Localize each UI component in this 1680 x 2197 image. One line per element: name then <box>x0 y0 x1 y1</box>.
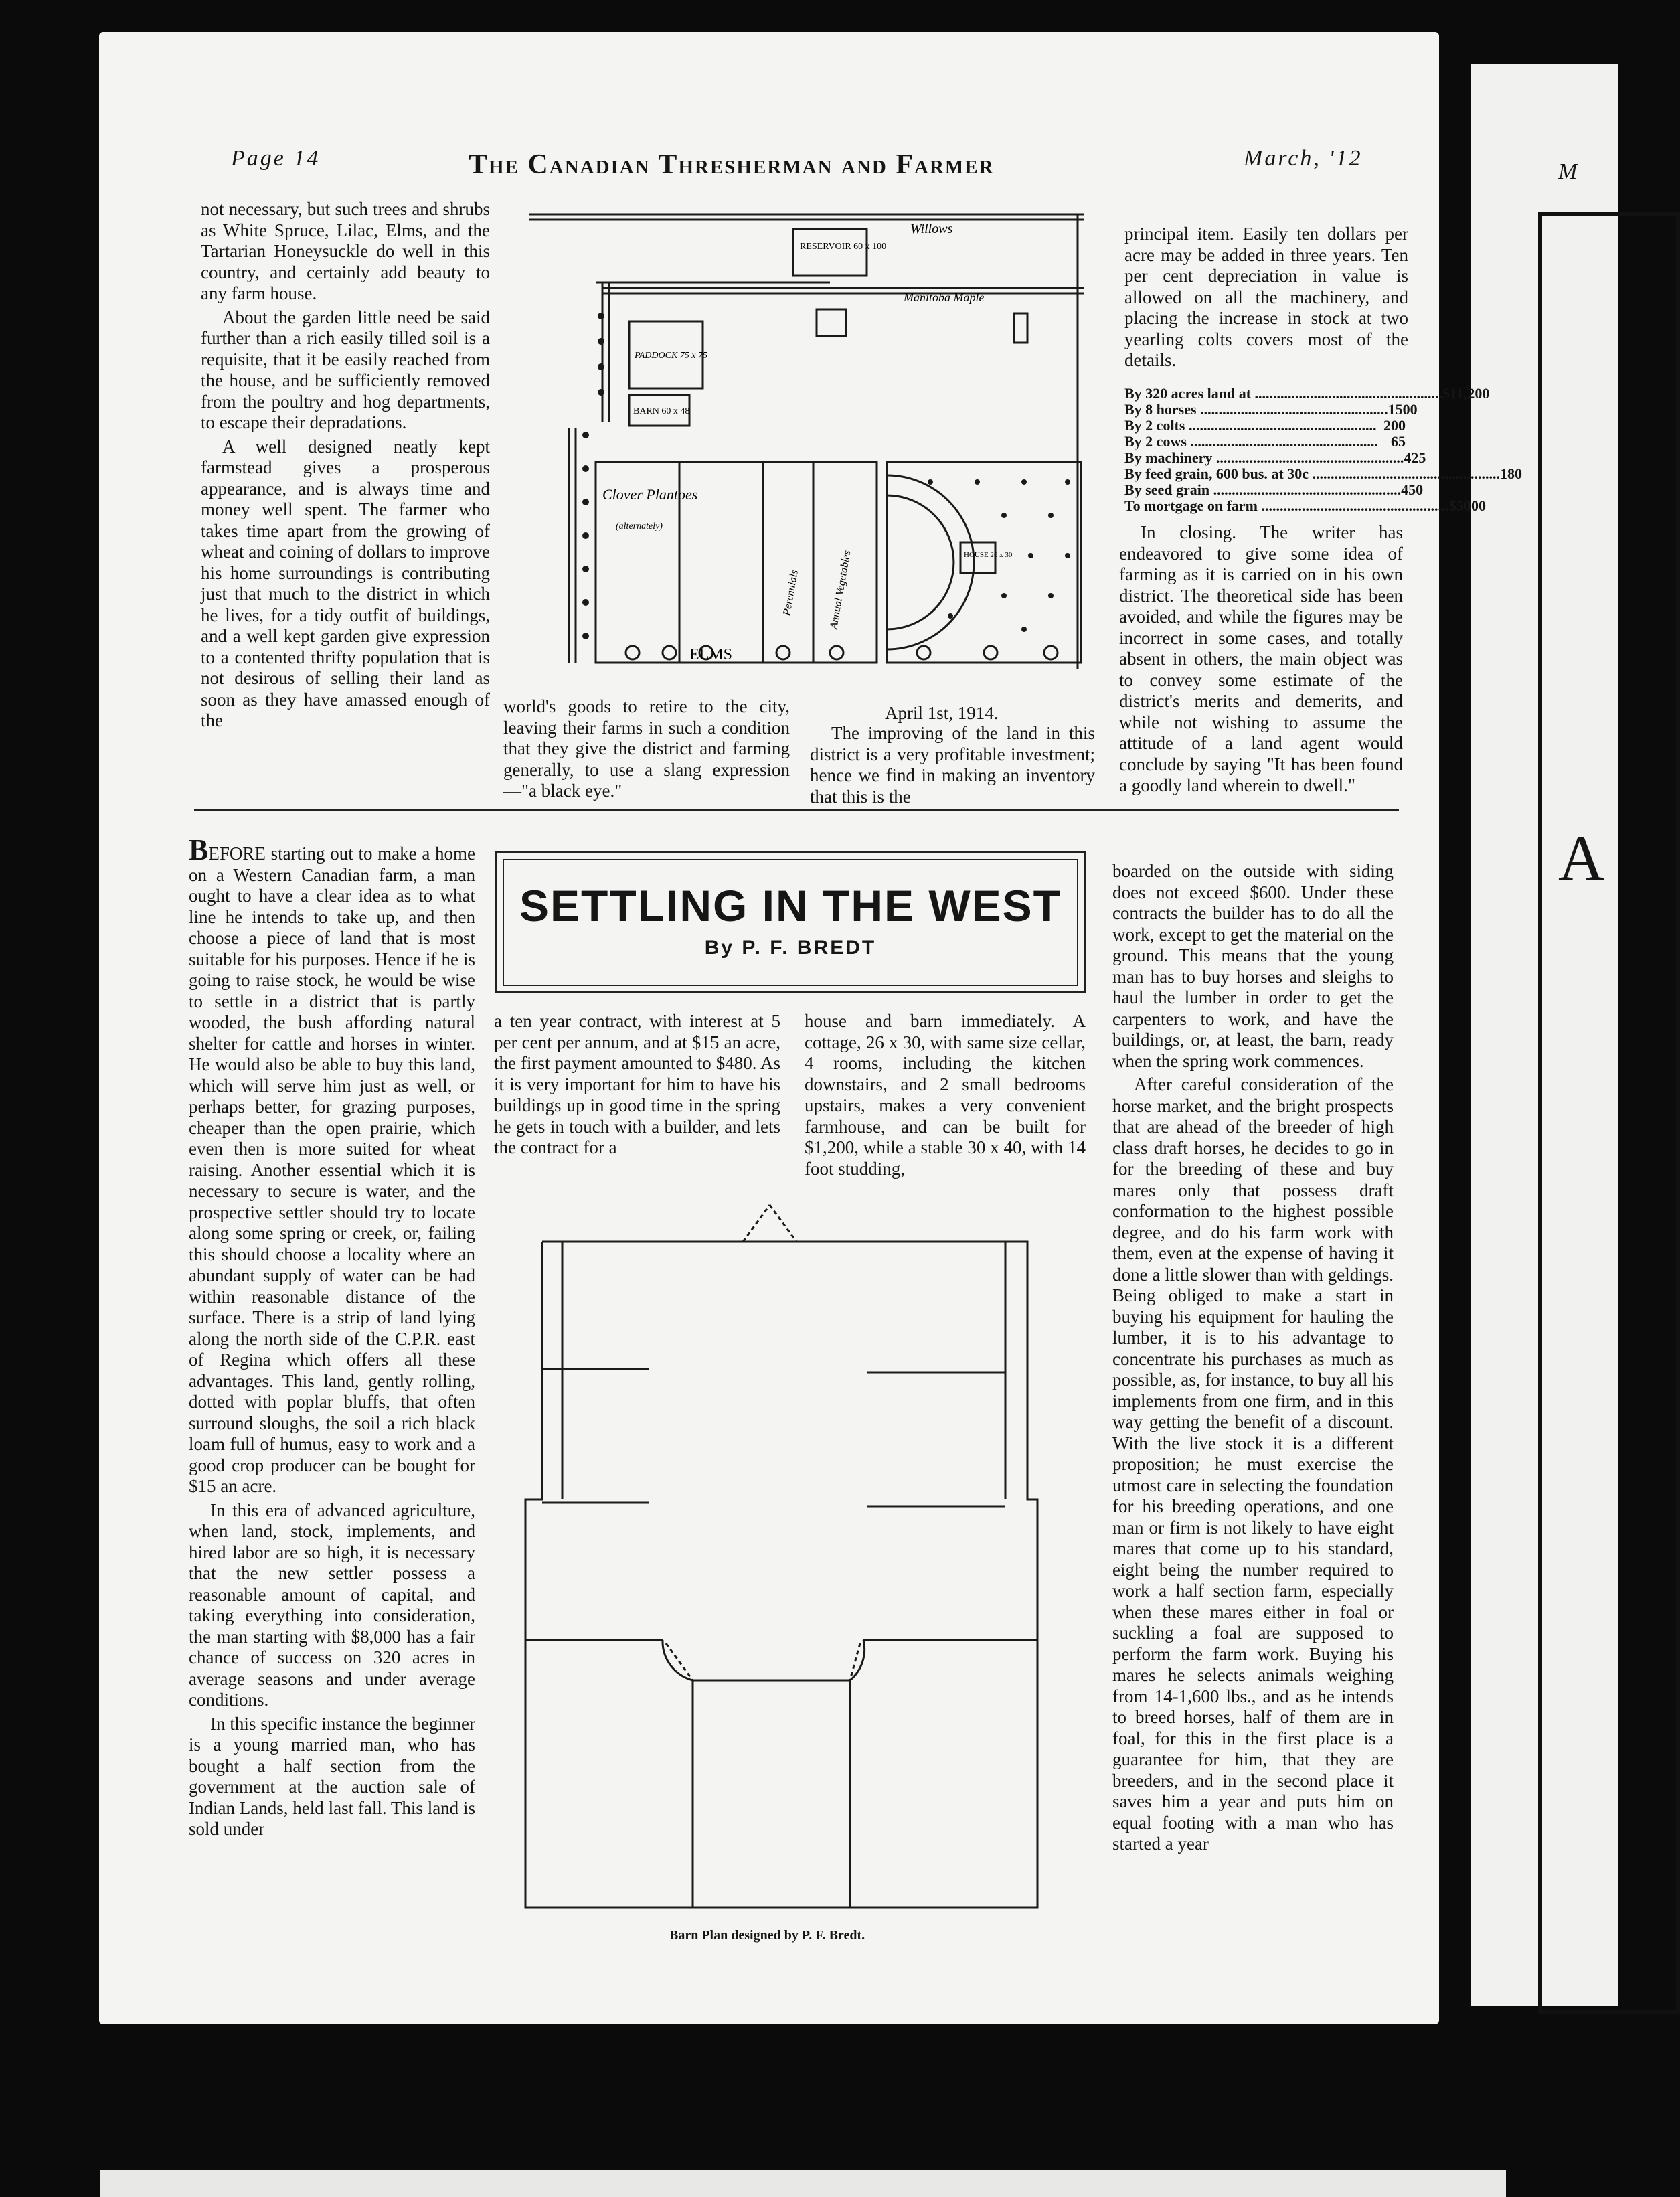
paragraph: not necessary, but such trees and shrubs as White Spruce, Lilac, Elms, and the Tartarian Honeysuckle do well in this country, and certainly add beauty to any farm house. <box>201 199 490 303</box>
adjacent-page-big-letter: A <box>1558 822 1605 894</box>
perennials-label: Perennials <box>781 569 801 617</box>
paragraph: The improving of the land in this district is a very profitable investment; hence we find in making an inventory that this is the <box>810 723 1095 807</box>
ledger-row: By 8 horses ..... 1500 <box>1124 402 1406 418</box>
section-divider <box>194 809 1399 811</box>
house-label: HOUSE 26 x 30 <box>964 551 1013 559</box>
paragraph: house and barn immediately. A cottage, 26 x 30, with same size cellar, 4 rooms, including the kitchen downstairs, and 2 small bedrooms upstairs, makes a very convenient farmhouse, and can be built for $1,200, while a stable 30 x 40, with 14 foot studding, <box>805 1011 1086 1179</box>
paragraph: In this specific instance the beginner is a young married man, who has bought a half section from the government at the auction sale of Indian Lands, held last fall. This land is sold under <box>189 1713 475 1839</box>
date-line: April 1st, 1914. <box>885 703 999 723</box>
ledger-row: By feed grain, 600 bus. at 30c ..... 180 <box>1124 466 1406 482</box>
top-column-1 <box>201 199 490 732</box>
ledger-row: By seed grain ..... 450 <box>1124 482 1406 498</box>
issue-date: March, '12 <box>1244 146 1363 171</box>
article-title-box <box>495 851 1086 993</box>
top-column-2 <box>503 696 790 802</box>
barn-plan-drawing <box>515 1198 1051 1935</box>
willows-label: Willows <box>910 222 953 236</box>
alternately-label: (alternately) <box>616 521 663 532</box>
adjacent-page-edge <box>1471 64 1618 2006</box>
reservoir-label: RESERVOIR 60 x 100 <box>800 242 887 252</box>
paragraph: world's goods to retire to the city, leaving their farms in such a condition that they give the district and farming generally, to use a slang expression—"a black eye." <box>503 696 790 801</box>
paragraph: About the garden little need be said further than a rich easily tilled soil is a requisite, that it be easily reached from the house, and be sufficiently removed from the poultry and hog departments, to escape their depradations. <box>201 307 490 432</box>
article-column-3 <box>805 1011 1086 1179</box>
article-title-inner <box>503 859 1078 986</box>
paragraph: boarded on the outside with siding does not exceed $600. Under these contracts the builder has to do all the work, except to get the material on the ground. This means that the young man has to buy horses and sleighs to haul the lumber in order to get the carpenters to work, and have the buildings, or, at least, the barn, ready when the spring work commences. <box>1112 861 1394 1071</box>
clover-label: Clover Plantoes <box>602 486 698 503</box>
barn-plan-caption: Barn Plan designed by P. F. Bredt. <box>669 1928 865 1943</box>
paragraph: BEFORE starting out to make a home on a Western Canadian farm, a man ought to have a clear idea as to what line he intends to take up, and then choose a piece of land that is most suitable for his purposes. Hence if he is going to raise stock, he would be wise to settle in a district that is partly wooded, the bush affording natural shelter for cattle and horses in winter. He would also be able to buy this land, which will serve him just as well, or perhaps better, for grazing purposes, cheaper than the open prairie, which even then is more suited for wheat raising. Another essential which it is necessary to secure is water, and the prospective settler should try to locate along some spring or creek, or, failing this should choose a locality where an abundant supply of water can be had within reasonable distance of the surface. There is a strip of land lying along the north side of the C.P.R. east of Regina which offers all these advantages. This land, gently rolling, dotted with poplar bluffs, that often surround sloughs, the soil a rich black loam full of humus, easy to work and a good crop producer can be bought for $15 an acre. <box>189 833 475 1496</box>
manitoba-maple-label: Manitoba Maple <box>904 291 985 304</box>
article-column-4 <box>1112 861 1394 1855</box>
article-column-2 <box>494 1011 780 1159</box>
barn-label: BARN 60 x 48 <box>633 406 690 416</box>
elms-label: ELMS <box>689 646 733 663</box>
ledger-row: By 2 colts ..... 200 <box>1124 418 1406 434</box>
ledger-row: By 320 acres land at ..... $11,200 <box>1124 386 1406 402</box>
next-page-edge <box>100 2170 1506 2197</box>
paragraph: In this era of advanced agriculture, when land, stock, implements, and hired labor are so high, it is necessary that the new settler possess a reasonable amount of capital, and taking everything into consideration, the man starting with $8,000 has a fair chance of success on 320 acres in average seasons and under average conditions. <box>189 1499 475 1710</box>
paddock-label: PADDOCK 75 x 75 <box>635 351 708 361</box>
ledger-row: By machinery ..... 425 <box>1124 450 1406 466</box>
adjacent-page-letter: M <box>1558 159 1578 184</box>
top-column-4-closing <box>1119 522 1403 797</box>
adjacent-page-frame <box>1538 212 1680 2014</box>
paragraph: A well designed neatly kept farmstead gives a prosperous appearance, and is always time and money well spent. The farmer who takes time apart from the growing of wheat and coining of dollars to improve his home surroundings is contributing just that much to the district in which he lives, for a tidy outfit of buildings, and a well kept garden give expression to a contented thrifty population that is not desirous of selling their land as soon as they have amassed enough of the <box>201 436 490 730</box>
paragraph: In closing. The writer has endeavored to give some idea of farming as it is carried on in his own district. The theoretical side has been avoided, and while the figures may be incorrect in some cases, and totally absent in others, the main object was to convey some estimate of the district's merits and demerits, and while not wishing to assume the attitude of a land agent would conclude by saying "It has been found a goodly land wherein to dwell." <box>1119 522 1403 795</box>
paragraph: principal item. Easily ten dollars per acre may be added in three years. Ten per cent depreciation in value is allowed on all the machinery, and placing the increase in stock at two yearling colts covers most of the details. <box>1124 224 1408 370</box>
paragraph: a ten year contract, with interest at 5 per cent per annum, and at $15 an acre, the first payment amounted to $480. As it is very important for him to have his buildings up in good time in the spring he gets in touch with a builder, and lets the contract for a <box>494 1011 780 1157</box>
inventory-ledger <box>1124 385 1522 514</box>
farmstead-plan-drawing <box>522 201 1091 683</box>
article-column-1 <box>189 833 475 1840</box>
ledger-row: By 2 cows ..... 65 <box>1124 434 1406 450</box>
article-byline: By P. F. BREDT <box>704 937 877 959</box>
top-column-4-intro <box>1124 224 1408 372</box>
paragraph: After careful consideration of the horse market, and the bright prospects that are ahead of the breeder of high class draft horses, he decides to go in for the breeding of these and buy mares only that possess draft conformation to the highest possible degree, and do his farm work with them, even at the expense of having it done a little slower than with geldings. Being obliged to make a start in buying his equipment for hauling the lumber, it is to his advantage to concentrate his purchases as much as possible, as, for instance, to buy all his implements from one firm, and in this way getting the benefit of a discount. With the live stock it is a different proposition; he must exercise the utmost care in selecting the foundation for his breeding operations, and one man or firm is not likely to have eight mares that come up to his standard, eight being the number required to work a half section farm, especially when these mares either in foal or suckling a foal are supposed to perform the farm work. Buying his mares he selects animals weighing from 14-1,600 lbs., and as he intends to breed horses, half of them are in foal, for this in the first place is a guarantee for him, that they are breeders, and in the second place it saves him a year and puts him on equal footing with a man who has started a year <box>1112 1074 1394 1854</box>
annual-vegetables-label: Annual Vegetables <box>828 549 853 630</box>
article-title: SETTLING IN THE WEST <box>519 881 1062 930</box>
page-number: Page 14 <box>231 146 321 171</box>
masthead: The Canadian Thresherman and Farmer <box>469 149 995 180</box>
top-column-3 <box>810 723 1095 807</box>
ledger-row: To mortgage on farm ..... $5000 <box>1124 498 1406 514</box>
